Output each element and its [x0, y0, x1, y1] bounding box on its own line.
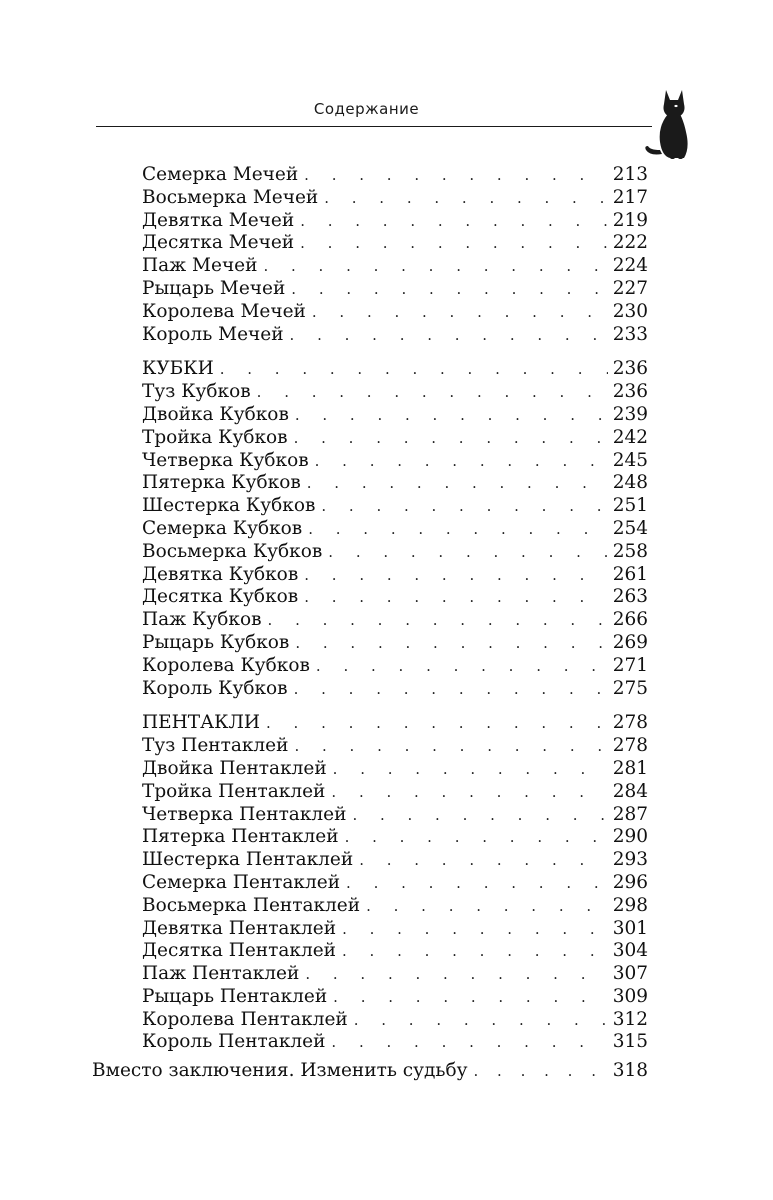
entry-page: 261 [612, 563, 648, 585]
entry-title: Вместо заключения. Изменить судьбу [92, 1060, 468, 1082]
entry-title: ПЕНТАКЛИ [142, 712, 261, 734]
toc-entry[interactable] [142, 495, 648, 518]
entry-title: Шестерка Пентаклей [142, 849, 354, 871]
section-pentacles [0, 712, 773, 1054]
entry-page: 239 [612, 403, 648, 425]
entry-page: 287 [612, 803, 648, 825]
dot-leader [266, 609, 608, 632]
entry-page: 278 [612, 712, 648, 734]
entry-title: Рыцарь Кубков [142, 631, 290, 653]
dot-leader [314, 655, 608, 678]
toc-entry[interactable] [142, 849, 648, 872]
entry-page: 298 [612, 894, 648, 916]
toc-entry[interactable] [142, 781, 648, 804]
entry-title: Король Мечей [142, 323, 284, 345]
toc-entry[interactable] [142, 918, 648, 941]
dot-leader [364, 895, 608, 918]
entry-page: 227 [612, 277, 648, 299]
toc-entry[interactable] [142, 404, 648, 427]
entry-title: Десятка Пентаклей [142, 940, 336, 962]
entry-title: Десятка Мечей [142, 232, 295, 254]
toc-entry-heading[interactable] [142, 712, 648, 735]
dot-leader [310, 301, 608, 324]
entry-page: 312 [612, 1008, 648, 1030]
entry-page: 217 [612, 186, 648, 208]
toc-entry-conclusion[interactable] [92, 1060, 648, 1083]
entry-title: Семерка Кубков [142, 517, 303, 539]
dot-leader [264, 712, 608, 735]
toc-entry[interactable] [142, 164, 648, 187]
entry-page: 318 [612, 1060, 648, 1082]
entry-page: 307 [612, 963, 648, 985]
toc-entry[interactable] [142, 324, 648, 347]
entry-page: 269 [612, 631, 648, 653]
toc-entry[interactable] [142, 940, 648, 963]
toc-entry[interactable] [142, 278, 648, 301]
entry-title: Тройка Пентаклей [142, 780, 326, 802]
toc-entry[interactable] [142, 210, 648, 233]
dot-leader [293, 404, 608, 427]
entry-page: 275 [612, 677, 648, 699]
dot-leader [305, 472, 608, 495]
dot-leader [350, 804, 608, 827]
entry-title: Королева Кубков [142, 654, 310, 676]
dot-leader [292, 678, 608, 701]
entry-page: 245 [612, 449, 648, 471]
entry-page: 222 [612, 232, 648, 254]
dot-leader [319, 495, 608, 518]
dot-leader [329, 781, 608, 804]
entry-title: КУБКИ [142, 358, 214, 380]
entry-title: Двойка Пентаклей [142, 757, 327, 779]
entry-title: Король Кубков [142, 677, 288, 699]
toc-entry[interactable] [142, 187, 648, 210]
page-title: Содержание [313, 100, 420, 118]
toc-entry[interactable] [142, 632, 648, 655]
entry-page: 309 [612, 985, 648, 1007]
toc-entry[interactable] [142, 804, 648, 827]
entry-title: Десятка Кубков [142, 586, 299, 608]
entry-page: 224 [612, 255, 648, 277]
entry-title: Рыцарь Мечей [142, 277, 286, 299]
cat-icon [640, 84, 698, 164]
entry-title: Королева Пентаклей [142, 1008, 348, 1030]
entry-page: 278 [612, 735, 648, 757]
entry-title: Пятерка Пентаклей [142, 826, 339, 848]
entry-page: 219 [612, 209, 648, 231]
entry-title: Девятка Кубков [142, 563, 299, 585]
entry-page: 293 [612, 849, 648, 871]
entry-page: 301 [612, 917, 648, 939]
header-divider [96, 126, 652, 127]
dot-leader [329, 1031, 608, 1054]
dot-leader [303, 963, 608, 986]
toc-entry[interactable] [142, 1009, 648, 1032]
dot-leader [352, 1009, 608, 1032]
entry-title: Королева Мечей [142, 300, 306, 322]
dot-leader [472, 1060, 608, 1083]
entry-page: 233 [612, 323, 648, 345]
dot-leader [357, 849, 608, 872]
dot-leader [302, 564, 608, 587]
dot-leader [218, 358, 608, 381]
entry-page: 263 [612, 586, 648, 608]
entry-page: 304 [612, 940, 648, 962]
entry-page: 258 [612, 540, 648, 562]
entry-title: Рыцарь Пентаклей [142, 985, 328, 1007]
entry-title: Восьмерка Пентаклей [142, 894, 361, 916]
toc-entry[interactable] [142, 255, 648, 278]
entry-page: 213 [612, 164, 648, 185]
toc-entry[interactable] [142, 872, 648, 895]
toc-entry[interactable] [142, 472, 648, 495]
dot-leader [306, 518, 608, 541]
toc-entry[interactable] [142, 586, 648, 609]
dot-leader [340, 918, 608, 941]
dot-leader [255, 381, 608, 404]
toc-entry[interactable] [142, 826, 648, 849]
dot-leader [298, 232, 608, 255]
toc-entry[interactable] [142, 758, 648, 781]
table-of-contents [0, 164, 773, 1083]
entry-page: 296 [612, 871, 648, 893]
entry-page: 230 [612, 300, 648, 322]
toc-entry[interactable] [142, 381, 648, 404]
entry-title: Четверка Пентаклей [142, 803, 347, 825]
entry-page: 242 [612, 426, 648, 448]
dot-leader [298, 210, 608, 233]
entry-page: 248 [612, 472, 648, 494]
entry-title: Паж Кубков [142, 609, 262, 631]
toc-entry[interactable] [142, 450, 648, 473]
entry-title: Паж Мечей [142, 255, 258, 277]
toc-entry[interactable] [142, 518, 648, 541]
entry-title: Девятка Пентаклей [142, 917, 337, 939]
toc-entry[interactable] [142, 232, 648, 255]
toc-entry[interactable] [142, 655, 648, 678]
toc-entry[interactable] [142, 986, 648, 1009]
entry-page: 290 [612, 826, 648, 848]
toc-entry[interactable] [142, 963, 648, 986]
dot-leader [302, 586, 608, 609]
dot-leader [261, 255, 608, 278]
entry-page: 271 [612, 654, 648, 676]
entry-title: Паж Пентаклей [142, 963, 300, 985]
toc-entry[interactable] [142, 678, 648, 701]
toc-entry[interactable] [142, 427, 648, 450]
dot-leader [313, 450, 608, 473]
entry-page: 284 [612, 780, 648, 802]
entry-title: Туз Пентаклей [142, 735, 289, 757]
dot-leader [326, 541, 608, 564]
entry-page: 266 [612, 609, 648, 631]
entry-page: 254 [612, 517, 648, 539]
toc-entry[interactable] [142, 564, 648, 587]
dot-leader [343, 826, 608, 849]
entry-title: Пятерка Кубков [142, 472, 301, 494]
toc-entry[interactable] [142, 609, 648, 632]
entry-title: Восьмерка Кубков [142, 540, 323, 562]
section-cups [0, 358, 773, 700]
entry-page: 281 [612, 757, 648, 779]
toc-entry-heading[interactable] [142, 358, 648, 381]
toc-entry[interactable] [142, 735, 648, 758]
entry-page: 315 [612, 1031, 648, 1053]
dot-leader [288, 324, 608, 347]
entry-title: Тройка Кубков [142, 426, 288, 448]
toc-entry[interactable] [142, 1031, 648, 1054]
toc-entry[interactable] [142, 895, 648, 918]
dot-leader [302, 164, 608, 187]
entry-page: 236 [612, 381, 648, 403]
entry-title: Туз Кубков [142, 381, 251, 403]
entry-title: Шестерка Кубков [142, 495, 316, 517]
entry-title: Семерка Мечей [142, 164, 299, 185]
entry-page: 251 [612, 495, 648, 517]
entry-page: 236 [612, 358, 648, 380]
dot-leader [331, 758, 608, 781]
entry-title: Девятка Мечей [142, 209, 295, 231]
dot-leader [292, 735, 608, 758]
entry-title: Семерка Пентаклей [142, 871, 341, 893]
entry-title: Четверка Кубков [142, 449, 309, 471]
dot-leader [293, 632, 608, 655]
entry-title: Восьмерка Мечей [142, 186, 319, 208]
dot-leader [340, 940, 608, 963]
entry-title: Двойка Кубков [142, 403, 289, 425]
section-swords [0, 164, 773, 346]
dot-leader [289, 278, 608, 301]
toc-entry[interactable] [142, 301, 648, 324]
dot-leader [292, 427, 608, 450]
dot-leader [331, 986, 608, 1009]
dot-leader [344, 872, 608, 895]
dot-leader [322, 187, 608, 210]
entry-title: Король Пентаклей [142, 1031, 326, 1053]
toc-entry[interactable] [142, 541, 648, 564]
